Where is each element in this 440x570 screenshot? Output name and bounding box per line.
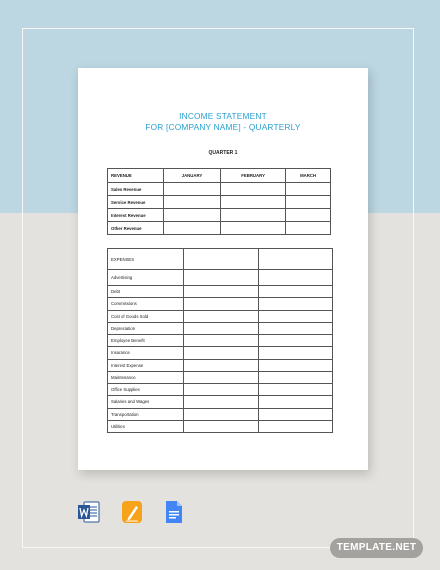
table-header-row xyxy=(108,169,331,183)
table-row xyxy=(108,196,331,209)
table-cell[interactable] xyxy=(184,420,259,432)
table-row xyxy=(108,371,333,383)
row-label: Salaries and Wages xyxy=(108,396,184,408)
row-label: Maintenance xyxy=(108,371,184,383)
table-cell[interactable] xyxy=(258,347,333,359)
table-cell[interactable] xyxy=(221,222,286,235)
table-cell[interactable] xyxy=(286,183,331,196)
row-label: Transportation xyxy=(108,408,184,420)
table-cell[interactable] xyxy=(258,420,333,432)
row-label: Interest Revenue xyxy=(108,209,164,222)
table-cell[interactable] xyxy=(184,371,259,383)
table-header-cell: EXPENSES xyxy=(108,249,184,270)
table-header-cell: REVENUE xyxy=(108,169,164,183)
revenue-table xyxy=(107,168,331,235)
table-cell[interactable] xyxy=(258,298,333,310)
table-header-row xyxy=(108,249,333,270)
document-subtitle: FOR [COMPANY NAME] - QUARTERLY xyxy=(145,122,301,132)
table-row xyxy=(108,310,333,322)
word-icon[interactable] xyxy=(78,500,100,524)
table-cell[interactable] xyxy=(184,396,259,408)
table-cell[interactable] xyxy=(184,384,259,396)
table-cell[interactable] xyxy=(258,270,333,286)
expenses-table xyxy=(107,248,333,433)
table-row xyxy=(108,286,333,298)
table-cell[interactable] xyxy=(258,335,333,347)
table-header-cell: FEBRUARY xyxy=(221,169,286,183)
table-header-cell: MARCH xyxy=(286,169,331,183)
table-cell[interactable] xyxy=(184,286,259,298)
table-cell[interactable] xyxy=(258,408,333,420)
table-cell[interactable] xyxy=(286,222,331,235)
table-row xyxy=(108,359,333,371)
table-cell[interactable] xyxy=(184,347,259,359)
row-label: Employee Benefit xyxy=(108,335,184,347)
table-cell[interactable] xyxy=(184,335,259,347)
table-row xyxy=(108,183,331,196)
table-header-cell: JANUARY xyxy=(164,169,221,183)
row-label: Depreciation xyxy=(108,322,184,334)
table-row xyxy=(108,347,333,359)
table-cell[interactable] xyxy=(164,209,221,222)
row-label: Insurance xyxy=(108,347,184,359)
google-docs-icon[interactable] xyxy=(163,500,185,524)
table-cell[interactable] xyxy=(258,359,333,371)
table-cell[interactable] xyxy=(258,249,333,270)
row-label: Sales Revenue xyxy=(108,183,164,196)
table-cell[interactable] xyxy=(258,384,333,396)
table-row xyxy=(108,322,333,334)
row-label: Cost of Goods Sold xyxy=(108,310,184,322)
pages-icon[interactable] xyxy=(121,500,143,524)
table-cell[interactable] xyxy=(184,322,259,334)
table-row xyxy=(108,384,333,396)
table-cell[interactable] xyxy=(221,196,286,209)
table-cell[interactable] xyxy=(164,183,221,196)
table-cell[interactable] xyxy=(184,408,259,420)
row-label: Service Revenue xyxy=(108,196,164,209)
table-cell[interactable] xyxy=(258,371,333,383)
quarter-label: QUARTER 1 xyxy=(208,150,238,156)
table-row xyxy=(108,222,331,235)
table-row xyxy=(108,209,331,222)
table-cell[interactable] xyxy=(258,322,333,334)
table-cell[interactable] xyxy=(221,209,286,222)
table-row xyxy=(108,408,333,420)
table-cell[interactable] xyxy=(286,209,331,222)
table-cell[interactable] xyxy=(258,310,333,322)
table-cell[interactable] xyxy=(164,196,221,209)
table-cell[interactable] xyxy=(221,183,286,196)
row-label: Utilities xyxy=(108,420,184,432)
brand-badge[interactable]: TEMPLATE.NET xyxy=(330,538,423,558)
table-row xyxy=(108,298,333,310)
row-label: Office Supplies xyxy=(108,384,184,396)
table-cell[interactable] xyxy=(184,270,259,286)
table-row xyxy=(108,270,333,286)
table-row xyxy=(108,335,333,347)
table-cell[interactable] xyxy=(258,396,333,408)
document-title: INCOME STATEMENT xyxy=(179,111,267,121)
row-label: Debt xyxy=(108,286,184,298)
row-label: Commissions xyxy=(108,298,184,310)
row-label: Advertising xyxy=(108,270,184,286)
table-cell[interactable] xyxy=(184,298,259,310)
table-row xyxy=(108,396,333,408)
row-label: Interest Expense xyxy=(108,359,184,371)
table-cell[interactable] xyxy=(184,249,259,270)
table-cell[interactable] xyxy=(286,196,331,209)
row-label: Other Revenue xyxy=(108,222,164,235)
table-cell[interactable] xyxy=(184,359,259,371)
table-cell[interactable] xyxy=(164,222,221,235)
document-page xyxy=(78,68,368,470)
table-row xyxy=(108,420,333,432)
table-cell[interactable] xyxy=(184,310,259,322)
table-cell[interactable] xyxy=(258,286,333,298)
